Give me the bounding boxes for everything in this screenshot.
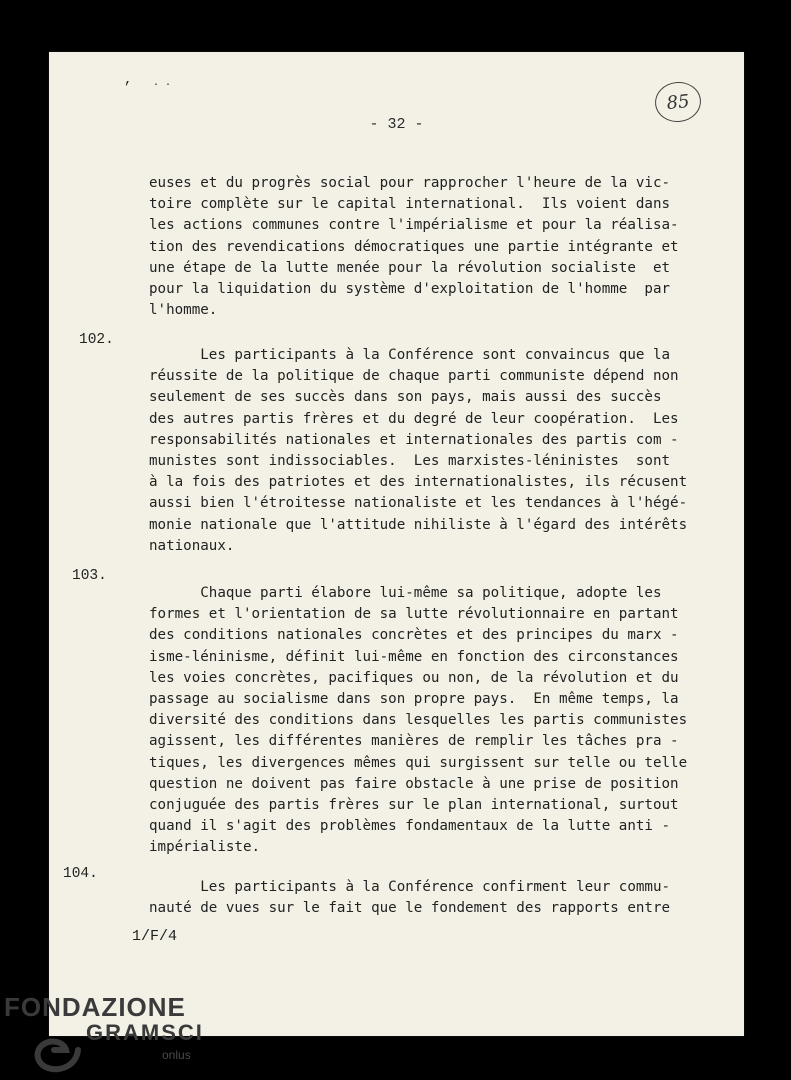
paragraph-number-104: 104.	[63, 866, 98, 882]
page-number: - 32 -	[369, 116, 424, 133]
document-reference: 1/F/4	[132, 928, 178, 945]
paragraph-103: Chaque parti élabore lui-même sa politique, adopte les formes et l'orientation de sa lutte révolutionnaire en partant des conditions nationales concrètes et des principes du marx - isme-léninisme, définit lui-même en fonction des circonstances les voies concrètes, pacifiques ou non, de la révolution et du passage au socialisme dans son propre pays. En même temps, la diversité des conditions dans lesquelles les partis communistes agissent, les différentes manières de remplir les tâches pra - tiques, les divergences mêmes qui surgissent sur telle ou telle question ne doivent pas faire obstacle à une prise de position conjuguée des partis frères sur le plan international, surtout quand il s'agit des problèmes fondamentaux de la lutte anti - impérialiste.	[149, 585, 688, 856]
gramsci-logo-icon	[30, 1020, 90, 1076]
paragraph-number-102: 102.	[79, 332, 114, 348]
watermark-title: FONDAZIONE	[4, 992, 186, 1022]
paragraph-104: Les participants à la Conférence confirment leur commu- nauté de vues sur le fait que le fondement des rapports entre	[149, 879, 671, 917]
paragraph-intro: euses et du progrès social pour rapprocher l'heure de la vic- toire complète sur le capital international. Ils voient dans les actions communes contre l'impérialisme et pour la réalisa- tion des revendications démocratiques une partie intégrante et une étape de la lutte menée pour la révolution socialiste et pour la liquidation du système d'exploitation de l'homme par l'homme.	[149, 175, 679, 319]
paragraph-number-103: 103.	[72, 568, 107, 584]
stamp-number: 85	[665, 90, 691, 114]
watermark-subtitle: GRAMSCI	[86, 1020, 204, 1045]
paragraph-102: Les participants à la Conférence sont convaincus que la réussite de la politique de chaque parti communiste dépend non seulement de ses succès dans son pays, mais aussi des succès des autres partis frères et du degré de leur coopération. Les responsabilités nationales et internationales des partis com - munistes sont indissociables. Les marxistes-léninistes sont à la fois des patriotes et des internationalistes, ils récusent aussi bien l'étroitesse nationaliste et les tendances à l'hégé- monie nationale que l'attitude nihiliste à l'égard des intérêts nationaux.	[149, 347, 688, 554]
document-page	[49, 52, 744, 1036]
stray-mark: ,	[124, 72, 133, 88]
watermark-onlus: onlus	[162, 1048, 191, 1062]
fondazione-gramsci-watermark	[4, 992, 204, 1080]
stray-mark: . .	[153, 78, 172, 89]
